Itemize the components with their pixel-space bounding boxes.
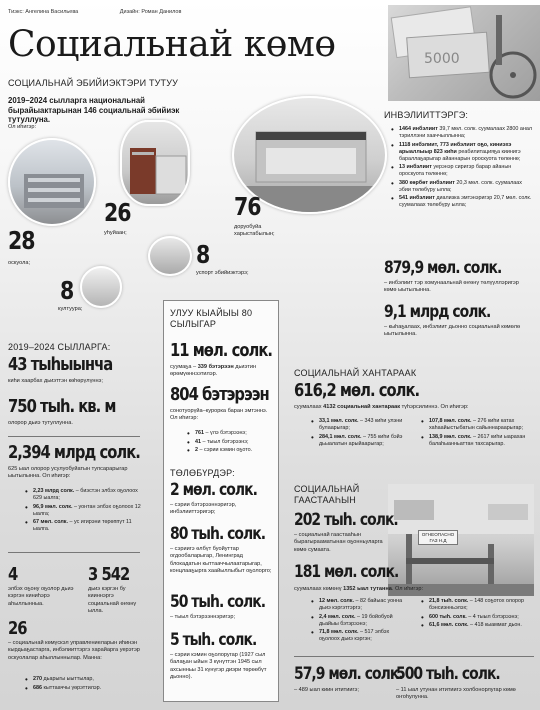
culture-label: култуура; [58,306,83,312]
gas-item: • 61,6 мөл. солк. – 418 кыаммат дьон. [420,622,534,629]
divider [8,436,140,437]
care-item: • 270 дьарыгы ыыттылар, [24,676,140,683]
gas-warning-sign: ОГНЕОПАСНО ГАЗ Н.Д [418,530,458,545]
health-count: 76 [234,192,261,221]
contract-item: • 138,9 мөл. солк. – 2617 киһи ыарахан балаһыанньаттан тахсарыгар. [420,434,534,448]
invalid-amount-1: 879,9 мөл. солк. [384,258,502,278]
gas-item: • 71,8 мөл. солк. – 517 элбэх оҕолоох дьиэ кэргэн; [310,629,410,643]
housing-funds: 2,394 млрд солк. [8,442,140,463]
invalid-item: • 1118 инбэлиит, 773 инбэлиит оҕо, киниэхэ арыаллыыр 823 киһи реабилитацияҕа киинигэ бараллаҕарыгар айаннарын ороскуота төлөннө; [390,142,532,163]
heating-label-2: – 11 ыал утунан ититиигэ холбонорлугар көмө оҥоһулунна. [396,687,516,701]
payment-2-amount: 80 тыһ. солк. [170,524,266,544]
victory-heading: УЛУУ КЫАЙЫЫ 80 СЫЛЫГАР [170,308,253,329]
page-title: Социальнай көмө [8,24,336,65]
sport-count: 8 [196,240,210,269]
housing-label: олорор дьиэ тутуллунна. [8,420,73,426]
heating-label-1: – 489 ыал киин ититиигэ; [294,687,359,693]
gas-amount-1: 202 тыһ. солк. [294,510,398,530]
funds-item: • 2,23 млрд солк. – биэстэн элбэх оҕолоох 629 ыалга; [24,488,144,502]
gas-list-left [310,598,410,645]
contract-item: • 107,8 мөл. солк. – 276 киһи катах хаһаайыстыбатын сайыннараарыгар; [420,418,534,432]
infra-note: Ол иһигэр: [8,124,37,130]
funds-item: • 96,9 мөл. солк. – уонтан элбэх оҕолоох 12 ыалга; [24,504,144,518]
family-centers-count: 4 [8,564,18,585]
period-heading: 2019–2024 СЫЛЛАРГА: [8,342,111,352]
sport-label: успорт эбийиэктэрэ; [196,270,249,276]
schools-care-list [24,676,140,693]
contract-item: • 33,1 мөл. солк. – 343 киһи улэни булаарыгар; [310,418,414,432]
housing-funds-label: 625 ыал олорор усулуобуйатын тупсарарыгар ыытылынна. Ол иһигэр: [8,466,128,480]
family-centers-label: элбэх оҕону оҕолор дьиэ кэргэн киниһэрэ аһыллынныа. [8,586,74,607]
money-wheelchair-photo [388,5,540,101]
invalid-item: • 380 көрбөт инбэлиит 20,3 мөл. солк. суумалаах эбии төлөбүру ылла; [390,180,532,194]
divider [8,552,140,553]
payment-1-amount: 2 мөл. солк. [170,480,257,500]
invalid-heading: ИНВЭЛИИТТЭРГЭ: [384,110,469,120]
payment-3-amount: 50 тыһ. солк. [170,592,266,612]
invalid-item: • 541 инбэлиит диализка эмтэнэригэр 20,7 мөл. солк. суумалаах төлөбүру ылла; [390,195,532,209]
health-label: доруобуйа харыстабылын; [234,224,275,238]
kindergarten-label: уһуйаан; [104,230,127,236]
gas-item: • 2,4 мөл. солк. – 19 бойобуой дьайыы бэтэрээнэ; [310,614,410,628]
families-served-label: дьиэ кэргэн бу кииннэргэ социальнай өҥөнү ылла. [88,586,137,614]
heating-amount-1: 57,9 мөл. солк. [294,664,403,684]
invalid-note-2: – кыһаҕалаах, инбэлиит дьонно социальнай көмөлө ыытылынна. [384,324,521,338]
payment-3-label: – тыыл бэтэрээннэригэр; [170,614,236,620]
heating-amount-2: 500 тыһ. солк. [396,664,500,684]
schools-care-count: 26 [8,618,27,639]
school-photo [8,138,96,226]
schools-count: 28 [8,226,35,255]
infra-lede: 2019–2024 сылларга национальнай бырайыактарынан 146 социальнай эбийиэк тутуллуна. [8,96,180,125]
payment-2-label: – сэриигэ өлбүт буойуттар огдообаларыгар, Ленинград блокадатын кыттааччылаатарыгар, концлааҕырга хаайыллыбыт оҕолорго; [170,546,272,574]
care-item: • 686 кыттааччы үөрэттилэр. [24,685,140,692]
designer-credit: Дизайн: Роман Данилов [119,9,182,15]
gas-pipe-illustration [388,484,534,596]
divider [294,656,534,657]
gas-list-right [420,598,534,631]
kindergarten-photo [120,120,190,206]
gas-item: • 12 мөл. солк. – 82 байыас уонна дьиэ кэргэттэргэ; [310,598,410,612]
contract-item: • 284,1 мөл. солк. – 755 киһи бэйэ дьыалатын арыйаарыгар; [310,434,414,448]
housing-funds-list [24,488,144,535]
veterans-treated-list [186,430,278,456]
invalid-note-1: – инбэлиит тэр хомунаальнай өҥөнү төлүүллэригэр көмө ыытылынна. [384,280,519,294]
payment-4-label: – сэрии кэмин оҕолоругар (1927 сыл балаҕан ыйын 3 күнүттэн 1945 сыл ахсынньы 31 күнүгэр диэри төрөөбүт дьонно). [170,652,267,680]
veteran-item: • 761 – үлэ бэтэрээнэ; [186,430,278,437]
gas-item: • 600 тыһ. солк. – 4 тыыл бэтэрээнэ; [420,614,534,621]
gas-heading: СОЦИАЛЬНАЙ ГААСТААҺЫН [294,484,360,505]
culture-photo [80,266,122,308]
housing-area: 750 тыһ. кв. м [8,396,116,417]
culture-count: 8 [60,276,74,305]
schools-label: оскуола; [8,260,31,266]
infra-heading: СОЦИАЛЬНАЙ ЭБИЙИЭКТЭРИ ТУТУУ [8,78,179,88]
kindergarten-count: 26 [104,198,131,227]
contract-list-left [310,418,414,449]
money-wheelchair-illustration [388,5,540,101]
families-served-count: 3 542 [88,564,130,585]
payment-1-label: – сэрии бэтэрээннэригэр, инбэлииттэригэр; [170,502,237,516]
contract-heading: СОЦИАЛЬНАЙ ХАНТАРААК [294,368,417,378]
contract-lede: суумалаах 4132 социальнай хантараак түһэрсилиннэ. Ол иһигэр: [294,404,469,410]
author-credit: Тиэкс: Ангелина Васильева [8,9,79,15]
contract-amount: 616,2 мөл. солк. [294,380,420,401]
veteran-item: • 2 – сэрии кэмин оҕото. [186,447,278,454]
funds-item: • 67 мөл. солк. – ус игирэни төрөппүт 11 ыалга. [24,519,144,533]
gas-pipe-photo [388,484,534,596]
gas-amount-2: 181 мөл. солк. [294,562,399,582]
gas-label-1: – социальнай гаастааһын бырагырааматынан оҕонньуларга көмө сумаата. [294,532,383,553]
gas-item: • 21,8 тыһ. солк. – 148 соҕотох олорор бэнсиэнньэлэх; [420,598,534,612]
relocated-people: 43 тыһыынча [8,354,113,375]
payment-4-amount: 5 тыһ. солк. [170,630,257,650]
veteran-item: • 41 – тыыл бэтэрээнэ; [186,439,278,446]
veteran-houses-amount: 11 мөл. солк. [170,340,272,361]
invalid-item: • 13 инбэлиит уерэнэр сиригэр барар айанын ороскуота төлөннө; [390,164,532,178]
sport-photo [148,236,192,276]
veterans-treated: 804 бэтэрээн [170,384,269,405]
veteran-houses-label: суумаҕа – 339 бэтэрээн дьиэтин өрөмүөннээтилэр. [170,364,257,378]
veterans-treated-label: сонотуорүйа–курорка баран эмтэннэ. Ол иһигэр: [170,408,268,422]
svg-text:5000: 5000 [424,51,460,67]
gas-lede: суумалаах көмөнү 1352 ыал тутанна. Ол иһигэр: [294,586,423,592]
invalid-item: • 1464 инбэлиит 39,7 мөл. солк. суумалаах 2800 анал тэриллэни хааччыллынна; [390,126,532,140]
invalid-list [390,126,532,211]
invalid-amount-2: 9,1 млрд солк. [384,302,491,322]
relocated-label: киһи хаарбах дьиэттэн көһөрүлүннэ; [8,378,103,384]
schools-care-label: – социальнай көмүскэл управлениеларын иһинэн кырдьаҕастарга, инбэлииттэргэ харайарга уерэтэр оскуолалар аһыллыннылар. Манна: [8,640,140,661]
credits [8,9,221,15]
contract-list-right [420,418,534,449]
payments-heading: ТӨЛӨБҮРДЭР: [170,468,235,478]
